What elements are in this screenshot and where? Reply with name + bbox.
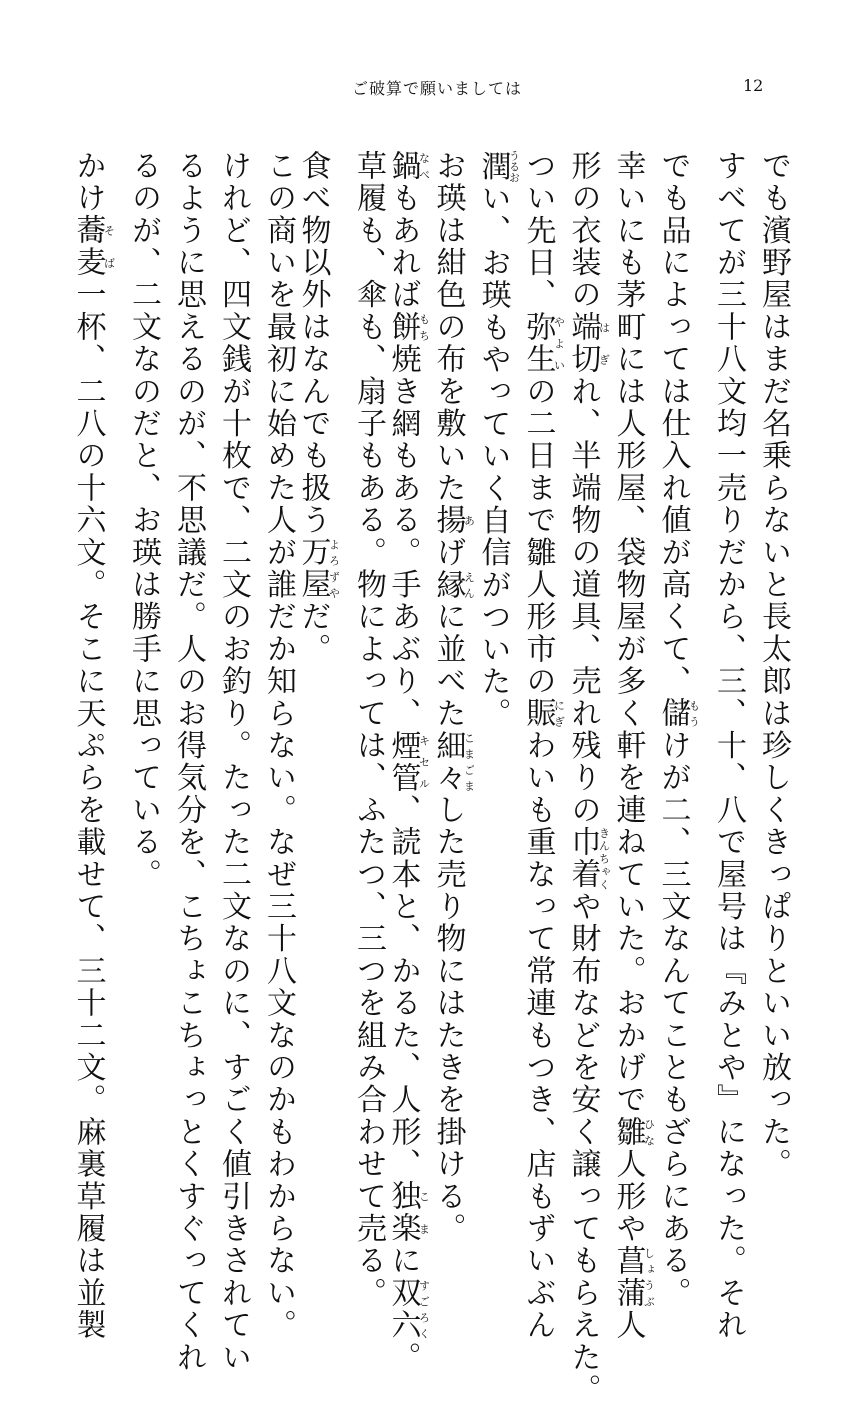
furigana: 端は	[565, 311, 611, 344]
furigana: 餅もち	[385, 311, 431, 344]
page-number: 12	[743, 76, 764, 95]
text-column-3: でも品によっては仕入れ値が高くて、儲もうけが二、三文なんてこともざらにある。	[655, 150, 701, 1310]
furigana: 切ぎ	[565, 343, 611, 376]
text-column-12: この商いを最初に始めた人が誰だか知らない。なぜ三十八文なのかもわからない。	[261, 150, 296, 1342]
furigana: 煙管キセル	[385, 729, 431, 795]
text-column-7: 潤うるおい、お瑛もやっていく自信がついた。	[475, 150, 521, 730]
furigana: 雛ひな	[610, 1116, 656, 1149]
furigana: 菖蒲しょうぶ	[610, 1244, 656, 1310]
text-column-16: かけ蕎麦そば一杯、二八の十六文。そこに天ぷらを載せて、三十二文。麻裏草履は並製	[70, 150, 116, 1342]
text-column-6: つい先日、弥生やよいの二日まで雛人形市の賑にぎわいも重なって常連もつき、店もずいぶん	[520, 150, 566, 1342]
furigana: 縁えん	[430, 568, 476, 601]
text-column-9: 鍋なべもあれば餅もち焼き網もある。手あぶり、煙管キセル、読本と、かるた、人形、独楽こまに双六すごろく。	[385, 150, 431, 1374]
text-column-8: お瑛は紺色の布を敷いた揚あげ縁えんに並べた細々こまごました売り物にはたきを掛ける。	[430, 150, 476, 1245]
text-column-14: るように思えるのが、不思議だ。人のお得気分を、こちょこちょっとくすぐってくれ	[171, 150, 206, 1374]
running-header-title: ご破算で願いましては	[352, 79, 523, 98]
text-column-2: すべてが三十八文均一売りだから、三、十、八で屋号は『みとや』になった。それ	[711, 150, 746, 1342]
text-column-15: るのが、二文なのだと、お瑛は勝手に思っている。	[126, 150, 161, 891]
furigana: 潤うるお	[475, 150, 521, 183]
furigana: 細々こまごま	[430, 729, 476, 795]
furigana: 儲もう	[655, 697, 701, 730]
furigana: 万屋よろずや	[295, 536, 341, 601]
furigana: 蕎麦そば	[70, 214, 116, 279]
furigana: 独楽こま	[385, 1180, 431, 1245]
furigana: 揚あ	[430, 504, 476, 537]
text-column-5: 形の衣装の端は切ぎれ、半端物の道具、売れ残りの巾着きんちゃくや財布などを安く譲ってもらえた。	[565, 150, 611, 1406]
text-column-4: 幸いにも茅町には人形屋、袋物屋が多く軒を連ねていた。おかげで雛ひな人形や菖蒲しょうぶ人	[610, 150, 656, 1342]
text-column-1: でも濱野屋はまだ名乗らないと長太郎は珍しくきっぱりといい放った。	[756, 150, 791, 1181]
text-column-13: けれど、四文銭が十枚で、二文のお釣り。たった二文なのに、すごく値引きされてい	[216, 150, 251, 1374]
furigana: 賑にぎ	[520, 697, 566, 730]
text-column-10: 草履も、傘も、扇子もある。物によっては、ふたつ、三つを組み合わせて売る。	[351, 150, 386, 1310]
furigana: 双六すごろく	[385, 1277, 431, 1342]
furigana: 鍋なべ	[385, 150, 431, 183]
furigana: 巾着きんちゃく	[565, 826, 611, 891]
furigana: 弥生やよい	[520, 311, 566, 376]
text-column-11: 食べ物以外はなんでも扱う万屋よろずやだ。	[295, 150, 341, 666]
